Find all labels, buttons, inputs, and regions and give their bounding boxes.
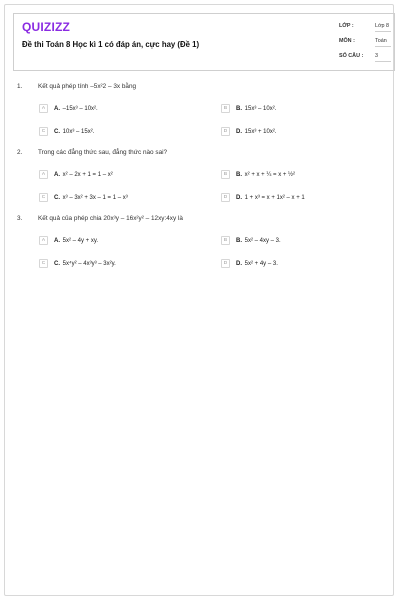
option-content: 15x³ + 10x². (244, 128, 277, 135)
meta-class-label: LỚP : (339, 23, 354, 29)
option-box[interactable]: C (39, 193, 48, 202)
question-3-options (17, 235, 389, 281)
option-b[interactable] (221, 235, 281, 246)
option-text (236, 129, 277, 135)
option-box[interactable]: C (39, 127, 48, 136)
option-box[interactable]: B (221, 170, 230, 179)
option-text (236, 106, 276, 112)
option-c[interactable] (39, 126, 94, 137)
option-text (54, 129, 94, 135)
option-text (236, 238, 281, 244)
option-box[interactable]: A (39, 170, 48, 179)
option-content: 5x⁴y² – 4x³y³ – 3x²y. (62, 260, 116, 267)
worksheet-page (4, 4, 394, 596)
option-text (54, 106, 98, 112)
worksheet-meta (339, 21, 391, 66)
option-content: 5x² – 4y + xy. (62, 237, 99, 244)
option-content: 1 + x³ = x + 1x² – x + 1 (244, 194, 305, 201)
option-box[interactable]: D (221, 193, 230, 202)
option-content: 5x² + 4y – 3. (244, 260, 278, 267)
option-box[interactable]: C (39, 259, 48, 268)
option-text (236, 195, 305, 201)
question-2-head (17, 149, 389, 169)
option-letter: A. (54, 105, 60, 112)
option-c[interactable] (39, 258, 116, 269)
option-content: –15x³ – 10x². (62, 105, 98, 112)
option-box[interactable]: D (221, 259, 230, 268)
option-content: x² + x + ¼ = x + ½² (244, 171, 296, 178)
option-c[interactable] (39, 192, 128, 203)
question-2 (17, 149, 389, 215)
option-text (236, 261, 278, 267)
option-a[interactable] (39, 103, 98, 114)
worksheet-title: Đề thi Toán 8 Học kì 1 có đáp án, cực hay (Đề 1) (22, 40, 200, 49)
option-letter: D. (236, 260, 242, 267)
meta-class-value: Lớp 8 (375, 23, 391, 32)
option-content: 5x² – 4xy – 3. (244, 237, 281, 244)
option-text (54, 261, 116, 267)
option-box[interactable]: A (39, 236, 48, 245)
option-box[interactable]: A (39, 104, 48, 113)
meta-question-count (339, 51, 391, 66)
question-text: Kết quả phép tính –5x²2 – 3x bằng (38, 83, 137, 90)
option-box[interactable]: B (221, 104, 230, 113)
question-text: Trong các đẳng thức sau, đẳng thức nào sai? (38, 149, 168, 156)
option-text (54, 238, 98, 244)
option-content: x² – 2x + 1 = 1 – x² (62, 171, 113, 178)
quizizz-logo: QUIZIZZ (22, 20, 71, 34)
option-box[interactable]: D (221, 127, 230, 136)
question-number: 2. (17, 149, 23, 156)
option-content: 15x³ – 10x². (244, 105, 277, 112)
question-number: 1. (17, 83, 23, 90)
option-letter: B. (236, 237, 242, 244)
option-d[interactable] (221, 258, 278, 269)
question-2-options (17, 169, 389, 215)
option-content: 10x³ – 15x². (62, 128, 95, 135)
option-letter: A. (54, 171, 60, 178)
option-letter: A. (54, 237, 60, 244)
option-text (236, 172, 295, 178)
option-d[interactable] (221, 126, 277, 137)
question-3 (17, 215, 389, 281)
question-number: 3. (17, 215, 23, 222)
question-1 (17, 83, 389, 149)
question-text: Kết quả của phép chia 20x³y – 16x²y² – 12xy:4xy là (38, 215, 183, 222)
option-a[interactable] (39, 169, 113, 180)
question-1-options (17, 103, 389, 149)
option-letter: B. (236, 171, 242, 178)
option-a[interactable] (39, 235, 98, 246)
option-text (54, 195, 128, 201)
question-1-head (17, 83, 389, 103)
question-3-head (17, 215, 389, 235)
meta-subject-value: Toán (375, 38, 391, 47)
option-content: x³ – 3x² + 3x – 1 = 1 – x³ (62, 194, 128, 201)
option-letter: C. (54, 128, 60, 135)
option-letter: D. (236, 194, 242, 201)
option-text (54, 172, 113, 178)
option-d[interactable] (221, 192, 305, 203)
meta-class (339, 21, 391, 36)
option-b[interactable] (221, 169, 295, 180)
meta-question-count-label: SỐ CÂU : (339, 53, 364, 59)
option-letter: D. (236, 128, 242, 135)
meta-subject-label: MÔN : (339, 38, 355, 44)
option-letter: C. (54, 260, 60, 267)
option-letter: B. (236, 105, 242, 112)
worksheet-header (13, 13, 395, 71)
question-list (17, 83, 389, 281)
option-letter: C. (54, 194, 60, 201)
option-b[interactable] (221, 103, 276, 114)
meta-question-count-value: 3 (375, 53, 391, 62)
option-box[interactable]: B (221, 236, 230, 245)
meta-subject (339, 36, 391, 51)
